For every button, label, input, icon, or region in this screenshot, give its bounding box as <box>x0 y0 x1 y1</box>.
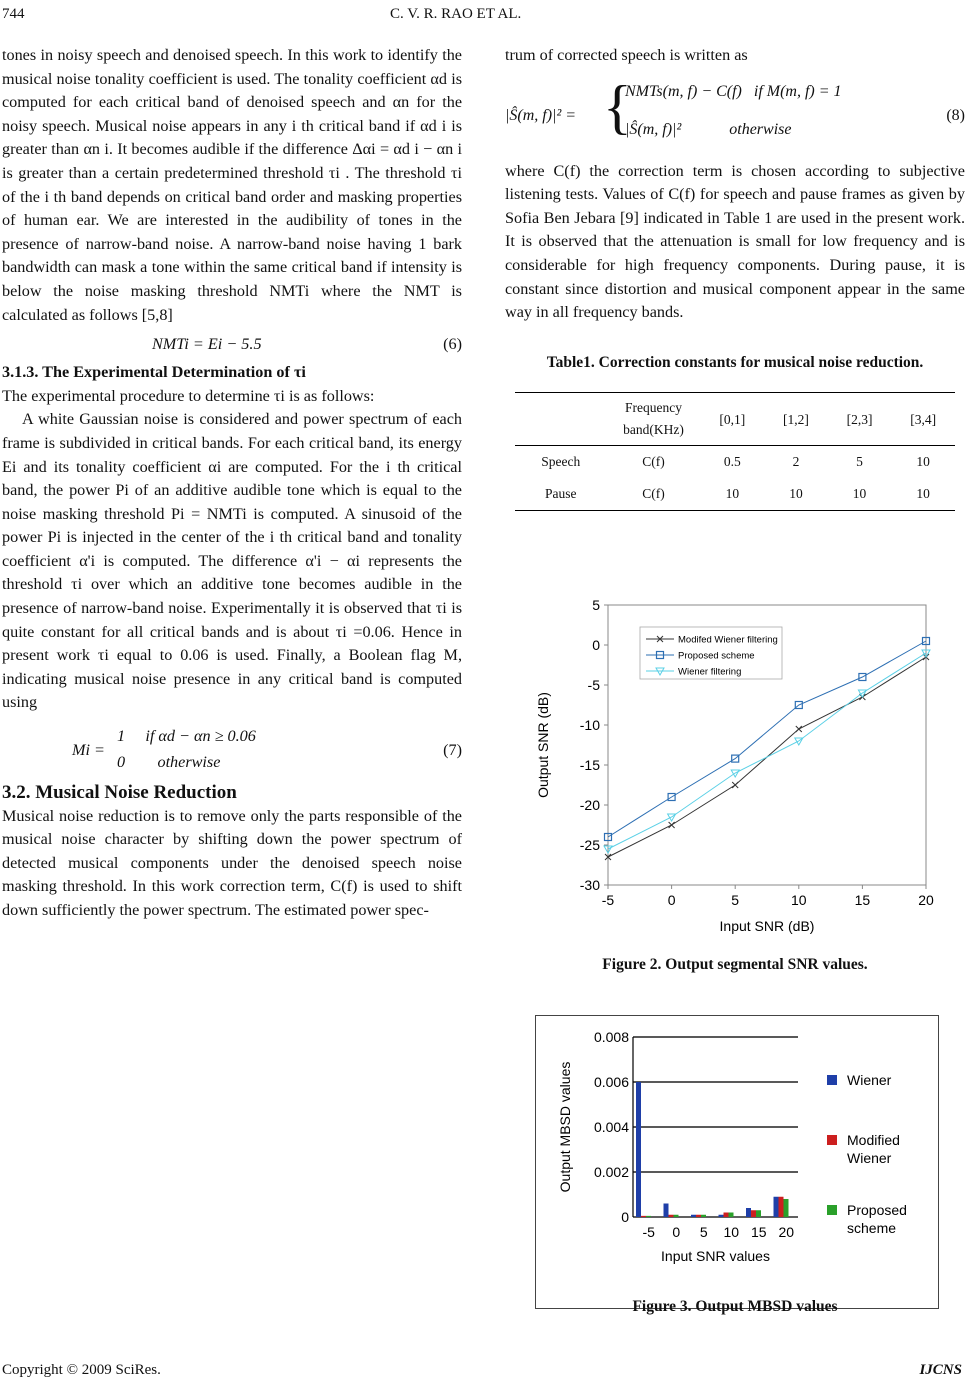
bar <box>779 1197 784 1217</box>
y-tick-label: 0 <box>592 637 600 653</box>
legend-label: Proposed <box>847 1202 907 1218</box>
legend-label: Wiener <box>847 1150 892 1166</box>
equation-8-lhs: |Ŝ(m, f)|² = <box>505 106 577 124</box>
left-paragraph-1: tones in noisy speech and denoised speech. In this work to identify the musical noise tonality coefficient is used. The tonality coefficient αd is computed for each critical band of denoised speech and αn for the noisy speech. Musical noise appears in any i th critical band if αd i is greater than αn i. It becomes audible if the difference Δαi = αd i − αn i is greater than a certain predetermined threshold τi . The threshold τi of the i th band depends on critical band order and masking properties of human ear. We are interested in the audibility of tones in the presence of narrow-band noise. A narrow-band noise having 1 bark bandwidth can mask a tone within the same critical band if intensity is below the noise masking threshold NMTi where the NMT is calculated as follows [5,8] <box>2 46 462 324</box>
right-paragraph-1: trum of corrected speech is written as <box>505 46 748 64</box>
equation-7-lhs: Mi = <box>72 741 105 760</box>
right-paragraph-2: where C(f) the correction term is chosen according to subjective listening tests. Values of C(f) for speech and pause frames as given by Sofia Ben Jebara [9] indicated in Table 1 are used in the present work. It is observed that the attenuation is small for low frequency and is considerable for high frequency components. During pause, it is constant since distortion and musical component appear in the same way in all frequency bands. <box>505 161 965 322</box>
x-tick-label: 20 <box>918 892 934 908</box>
x-tick-label: 15 <box>750 1224 767 1240</box>
legend-label: scheme <box>847 1220 897 1236</box>
bar <box>719 1215 724 1217</box>
x-axis-label: Input SNR (dB) <box>719 918 815 934</box>
x-tick-label: 0 <box>672 1224 681 1240</box>
bar <box>774 1197 779 1217</box>
equation-6-body: NMTi = Ei − 5.5 <box>152 335 262 354</box>
equation-8-case-2: |Ŝ(m, f)|² otherwise <box>625 120 792 138</box>
table-header-row <box>515 393 955 446</box>
x-axis-label: Input SNR values <box>661 1248 770 1264</box>
bar <box>729 1213 734 1218</box>
y-tick-label: -5 <box>587 677 600 693</box>
figure-3-caption: Figure 3. Output MBSD values <box>632 1298 838 1315</box>
equation-8 <box>505 68 965 160</box>
left-paragraph-2: The experimental procedure to determine τi is as follows: <box>2 386 375 405</box>
equation-7 <box>2 723 462 781</box>
equation-8-case-1: NMTs(m, f) − C(f) if M(m, f) = 1 <box>625 82 842 100</box>
table-row <box>515 446 955 478</box>
x-tick-label: -5 <box>601 892 615 908</box>
table-row <box>515 478 955 510</box>
table-1 <box>515 392 955 510</box>
x-tick-label: 0 <box>667 892 676 908</box>
table-cell: 0.5 <box>723 454 741 470</box>
table-cell: Speech <box>541 454 581 470</box>
table-cell: 10 <box>891 478 955 510</box>
bar <box>756 1210 761 1217</box>
table-header-cell: Frequency band(KHz) <box>607 393 701 446</box>
legend-swatch <box>827 1135 837 1145</box>
bar <box>784 1199 789 1217</box>
legend-label: Modifed Wiener filtering <box>678 634 778 646</box>
bar <box>641 1216 646 1217</box>
equation-7-case-2: 0 otherwise <box>117 753 221 772</box>
data-point <box>732 782 738 788</box>
x-tick-label: 5 <box>731 892 740 908</box>
table-cell: C(f) <box>642 454 665 470</box>
x-tick-label: 15 <box>854 892 871 908</box>
y-tick-label: 5 <box>592 597 600 613</box>
y-tick-label: 0 <box>621 1209 629 1225</box>
table-cell: 2 <box>792 454 800 470</box>
legend-swatch <box>827 1075 837 1085</box>
bar <box>696 1215 701 1217</box>
y-tick-label: 0.008 <box>593 1029 629 1045</box>
legend-swatch <box>827 1205 837 1215</box>
left-paragraph-3: A white Gaussian noise is considered and power spectrum of each frame is subdivided in critical bands. For each critical band, its energy Ei and its tonality coefficient αi are computed. For the i th critical band, the power Pi of an additive audible tone which is equal to the noise masking threshold Pi = NMTi is computed. A sinusoid of the power Pi is injected in the center of the i th critical band and tonality coefficient α'i is computed. The difference α'i − αi represents the threshold τi over which an additive tone becomes audible in the presence of narrow-band noise. Experimentally it is observed that τi is quite constant for all critical bands and is about τi =0.06. Hence in present work τi equal to 0.06 is used. Finally, a Boolean flag M, indicating musical noise presence in any critical band is computed using <box>2 410 462 712</box>
equation-7-number: (7) <box>443 741 462 760</box>
bar <box>751 1210 756 1217</box>
bar <box>664 1204 669 1218</box>
legend-label: Wiener filtering <box>678 666 742 678</box>
y-tick-label: -30 <box>579 877 600 893</box>
equation-7-case-1: 1 if αd − αn ≥ 0.06 <box>117 727 256 746</box>
y-tick-label: -10 <box>579 717 600 733</box>
y-tick-label: -20 <box>579 797 600 813</box>
bar <box>691 1215 696 1217</box>
x-tick-label: -5 <box>642 1224 655 1240</box>
table-header-cell: [0,1] <box>701 393 765 446</box>
series-line <box>608 650 926 849</box>
legend-label: Proposed scheme <box>678 650 755 662</box>
bar <box>646 1216 651 1217</box>
footer-journal: IJCNS <box>919 1362 962 1378</box>
table-header-cell: [1,2] <box>764 393 828 446</box>
right-column <box>505 44 965 511</box>
bar <box>674 1215 679 1217</box>
table-cell: 5 <box>856 454 863 470</box>
bar <box>724 1213 729 1218</box>
data-point <box>669 822 675 828</box>
left-paragraph-4: Musical noise reduction is to remove only the parts responsible of the musical noise character by shifting down the power spectrum of detected musical components under the denoised speech noise masking threshold. In this work correction term, C(f) is used to shift down sufficiently the power spectrum. The estimated power spec- <box>2 806 462 919</box>
y-tick-label: 0.006 <box>593 1074 629 1090</box>
x-tick-label: 10 <box>791 892 807 908</box>
figure-2-caption: Figure 2. Output segmental SNR values. <box>602 956 868 973</box>
y-axis-label: Output SNR (dB) <box>535 692 551 798</box>
figure-3-bar-chart <box>535 1015 940 1310</box>
y-tick-label: -25 <box>579 837 600 853</box>
x-tick-label: 20 <box>778 1224 795 1240</box>
data-point <box>796 726 802 732</box>
equation-6-number: (6) <box>443 335 462 354</box>
section-3-1-3-heading: 3.1.3. The Experimental Determination of τi <box>2 363 306 382</box>
x-tick-label: 5 <box>699 1224 708 1240</box>
x-tick-label: 10 <box>723 1224 740 1240</box>
table-cell: 10 <box>764 478 828 510</box>
table-cell: 10 <box>701 478 765 510</box>
table-cell: 10 <box>916 454 930 470</box>
y-axis-label: Output MBSD values <box>557 1061 573 1193</box>
equation-8-number: (8) <box>946 106 965 124</box>
equation-8-brace: { <box>603 73 632 140</box>
y-tick-label: 0.004 <box>593 1119 629 1135</box>
left-column <box>2 44 462 923</box>
y-tick-label: -15 <box>579 757 600 773</box>
footer-copyright: Copyright © 2009 SciRes. <box>2 1362 161 1378</box>
running-header: C. V. R. RAO ET AL. <box>390 6 522 22</box>
table-1-caption: Table1. Correction constants for musical noise reduction. <box>546 353 924 371</box>
series-2 <box>604 650 930 853</box>
bar <box>746 1208 751 1217</box>
table-cell: 10 <box>828 478 892 510</box>
table-cell: Pause <box>515 478 607 510</box>
legend-label: Modified <box>847 1132 900 1148</box>
table-header-cell: [3,4] <box>891 393 955 446</box>
page-number: 744 <box>2 6 25 22</box>
table-cell: C(f) <box>607 478 701 510</box>
section-3-2-heading: 3.2. Musical Noise Reduction <box>2 782 237 804</box>
table-header-cell <box>515 393 607 446</box>
bar <box>701 1215 706 1217</box>
y-tick-label: 0.002 <box>593 1164 629 1180</box>
bar <box>636 1082 641 1217</box>
table-header-cell: [2,3] <box>828 393 892 446</box>
legend-label: Wiener <box>847 1072 892 1088</box>
figure-2-line-chart <box>530 585 950 945</box>
equation-6 <box>2 327 462 361</box>
bar <box>669 1215 674 1217</box>
